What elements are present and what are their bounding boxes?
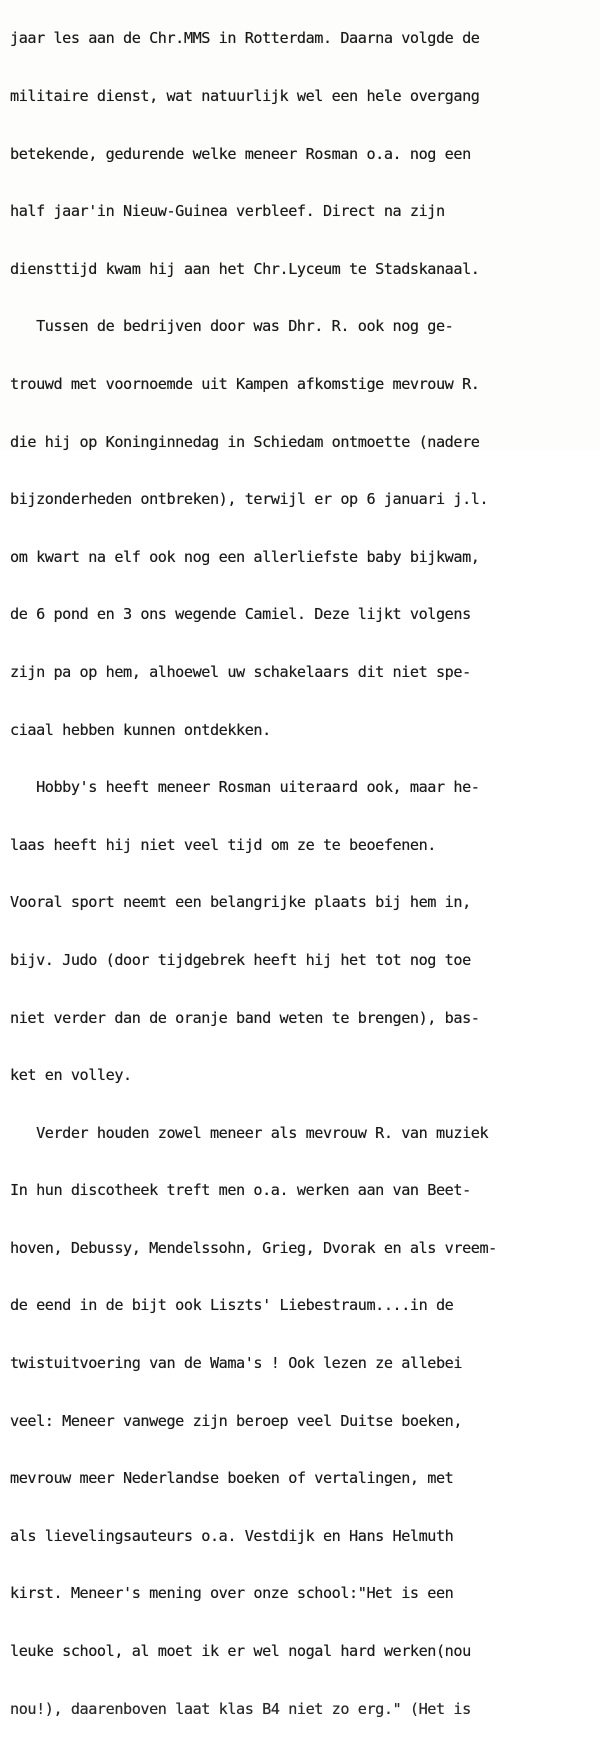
text-line: In hun discotheek treft men o.a. werken aan van Beet- [10,1181,471,1200]
text-line: de eend in de bijt ook Liszts' Liebestraum....in de [10,1296,454,1315]
text-line: om kwart na elf ook nog een allerliefste baby bijkwam, [10,547,480,566]
text-line: militaire dienst, wat natuurlijk wel een hele overgang [10,87,480,105]
text-line: laas heeft hij niet veel tijd om ze te beoefenen. [10,835,436,854]
text-line: nou!), daarenboven laat klas B4 niet zo erg." (Het is [10,1699,471,1718]
text-line: Vooral sport neemt een belangrijke plaats bij hem in, [10,893,471,912]
text-line: bijzonderheden ontbreken), terwijl er op 6 januari j.l. [10,490,489,509]
text-line: Hobby's heeft meneer Rosman uiteraard ook, maar he- [10,778,480,797]
text-line: Tussen de bedrijven door was Dhr. R. ook nog ge- [10,317,454,336]
text-line: leuke school, al moet ik er wel nogal hard werken(nou [10,1642,471,1661]
text-line: kirst. Meneer's mening over onze school:"Het is een [10,1584,454,1603]
text-line: half jaar'in Nieuw-Guinea verbleef. Direct na zijn [10,202,445,221]
text-line: mevrouw meer Nederlandse boeken of vertalingen, met [10,1469,454,1488]
text-line: bijv. Judo (door tijdgebrek heeft hij het tot nog toe [10,950,471,969]
text-line: trouwd met voornoemde uit Kampen afkomstige mevrouw R. [10,374,480,393]
typed-article-text [10,0,600,1757]
text-line: ket en volley. [10,1066,132,1085]
text-line: de 6 pond en 3 ons wegende Camiel. Deze lijkt volgens [10,605,471,624]
text-line: ciaal hebben kunnen ontdekken. [10,720,271,739]
text-line: diensttijd kwam hij aan het Chr.Lyceum te Stadskanaal. [10,259,480,278]
text-line: jaar les aan de Chr.MMS in Rotterdam. Daarna volgde de [10,29,480,48]
text-line: veel: Meneer vanwege zijn beroep veel Duitse boeken, [10,1411,463,1430]
text-line: als lievelingsauteurs o.a. Vestdijk en Hans Helmuth [10,1526,454,1545]
text-line: Verder houden zowel meneer als mevrouw R. van muziek [10,1123,489,1142]
text-line: die hij op Koninginnedag in Schiedam ontmoette (nadere [10,432,480,451]
text-line: niet verder dan de oranje band weten te brengen), bas- [10,1008,480,1027]
text-line: hoven, Debussy, Mendelssohn, Grieg, Dvorak en als vreem- [10,1238,497,1257]
text-line: twistuitvoering van de Wama's ! Ook lezen ze allebei [10,1354,463,1373]
text-line: betekende, gedurende welke meneer Rosman o.a. nog een [10,144,471,163]
text-line: zijn pa op hem, alhoewel uw schakelaars dit niet spe- [10,662,471,681]
